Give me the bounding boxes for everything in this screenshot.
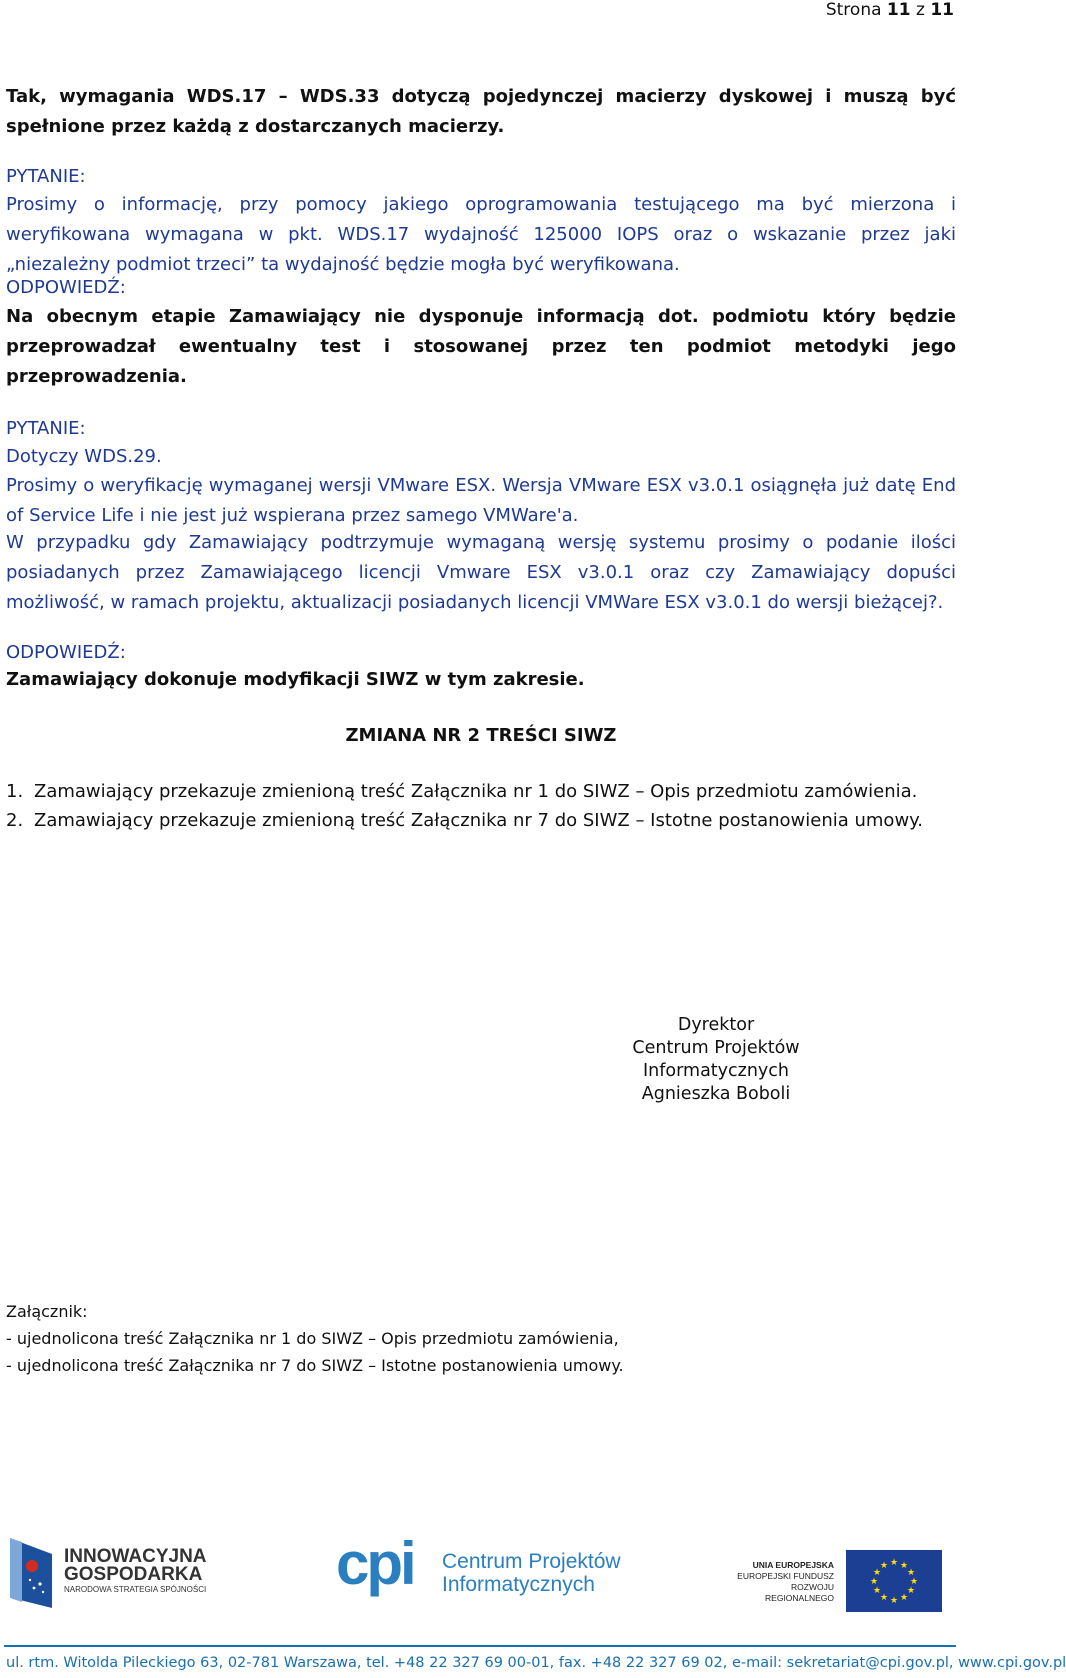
logo-text: INNOWACYJNA xyxy=(64,1546,207,1567)
list-item-number: 1. xyxy=(6,781,24,802)
logo-text: GOSPODARKA xyxy=(64,1564,203,1585)
logo-bar xyxy=(0,1530,960,1635)
logo-text: EUROPEJSKI FUNDUSZ xyxy=(737,1571,834,1581)
svg-text:★: ★ xyxy=(899,1593,909,1603)
page-sep: z xyxy=(910,0,931,20)
eu-logo-text xyxy=(724,1560,834,1604)
list-item-number: 2. xyxy=(6,810,24,831)
logo-text: NARODOWA STRATEGIA SPÓJNOŚCI xyxy=(64,1585,207,1594)
section-title: ZMIANA NR 2 TREŚCI SIWZ xyxy=(345,725,617,746)
list-item-text: Zamawiający przekazuje zmienioną treść Załącznika nr 7 do SIWZ – Istotne postanowienia umowy. xyxy=(34,810,923,831)
svg-text:★: ★ xyxy=(889,1558,899,1568)
question-label: PYTANIE: xyxy=(6,418,86,439)
intro-paragraph: Tak, wymagania WDS.17 – WDS.33 dotyczą pojedynczej macierzy dyskowej i muszą być spełnione przez każdą z dostarczanych macierzy. xyxy=(6,86,956,137)
svg-text:★: ★ xyxy=(889,1596,899,1606)
answer-text: Zamawiający dokonuje modyfikacji SIWZ w tym zakresie. xyxy=(6,669,585,690)
signature-org: Informatycznych xyxy=(643,1061,789,1081)
question-text: Prosimy o weryfikację wymaganej wersji VMware ESX. Wersja VMware ESX v3.0.1 osiągnęła już datę End of Service Life i nie jest już wspierana przez samego VMWare'a. xyxy=(6,475,956,526)
footer-divider xyxy=(4,1645,956,1647)
answer-label: ODPOWIEDŹ: xyxy=(6,642,126,663)
svg-text:★: ★ xyxy=(906,1568,916,1578)
list-item-text: Zamawiający przekazuje zmienioną treść Załącznika nr 1 do SIWZ – Opis przedmiotu zamówienia. xyxy=(34,781,918,802)
svg-text:★: ★ xyxy=(872,1586,882,1596)
signature-block xyxy=(626,1014,806,1106)
cpi-logo-mark: cpi xyxy=(336,1530,414,1597)
question-text: Prosimy o informację, przy pomocy jakiego oprogramowania testującego ma być mierzona i weryfikowana wymagana w pkt. WDS.17 wydajność 125000 IOPS oraz o wskazanie przez jaki „niezależny podmiot trzeci” ta wydajność będzie mogła być weryfikowana. xyxy=(6,194,956,275)
question-subject: Dotyczy WDS.29. xyxy=(6,446,162,467)
attachment-item: - ujednolicona treść Załącznika nr 1 do SIWZ – Opis przedmiotu zamówienia, xyxy=(6,1329,619,1348)
current-page: 11 xyxy=(886,0,911,20)
logo-text: ROZWOJU REGIONALNEGO xyxy=(765,1582,834,1603)
page-label: Strona xyxy=(825,0,887,20)
innowacyjna-gospodarka-logo-icon xyxy=(10,1536,52,1608)
footer-address: ul. rtm. Witolda Pileckiego 63, 02-781 Warszawa, tel. +48 22 327 69 00-01, fax. +48 22 327 69 02, e-mail: sekretariat@cpi.gov.pl, www.cpi.gov.pl xyxy=(6,1655,1066,1671)
list-item xyxy=(6,777,956,807)
change-list xyxy=(6,777,956,836)
cpi-logo xyxy=(442,1550,621,1596)
attachments xyxy=(6,1298,624,1379)
signature-org: Centrum Projektów xyxy=(632,1038,800,1058)
attachments-label: Załącznik: xyxy=(6,1302,88,1321)
question-label: PYTANIE: xyxy=(6,166,86,187)
logo-text: UNIA EUROPEJSKA xyxy=(752,1560,834,1570)
list-item xyxy=(6,806,956,836)
attachment-item: - ujednolicona treść Załącznika nr 7 do SIWZ – Istotne postanowienia umowy. xyxy=(6,1356,624,1375)
logo-text: Centrum Projektów xyxy=(442,1550,621,1573)
innowacyjna-gospodarka-logo xyxy=(64,1548,207,1596)
signature-name: Agnieszka Boboli xyxy=(641,1084,791,1104)
svg-text:★: ★ xyxy=(909,1577,919,1587)
page-number xyxy=(826,0,954,20)
logo-text: Informatycznych xyxy=(442,1573,595,1596)
svg-text:★: ★ xyxy=(879,1561,889,1571)
signature-title: Dyrektor xyxy=(677,1015,755,1035)
svg-text:★: ★ xyxy=(869,1577,879,1587)
answer-label: ODPOWIEDŹ: xyxy=(6,277,126,298)
question-text: W przypadku gdy Zamawiający podtrzymuje wymaganą wersję systemu prosimy o podanie ilości posiadanych przez Zamawiającego licencji Vmware ESX v3.0.1 oraz czy Zamawiający dopuści możliwość, w ramach projektu, aktualizacji posiadanych licencji VMWare ESX v3.0.1 do wersji bieżącej?. xyxy=(6,532,956,613)
eu-flag-icon xyxy=(846,1550,942,1612)
answer-text: Na obecnym etapie Zamawiający nie dysponuje informacją dot. podmiotu który będzie przeprowadzał ewentualny test i stosowanej przez ten podmiot metodyki jego przeprowadzenia. xyxy=(6,306,956,387)
total-pages: 11 xyxy=(930,0,954,20)
svg-text:★: ★ xyxy=(899,1561,909,1571)
svg-text:★: ★ xyxy=(872,1568,882,1578)
svg-text:★: ★ xyxy=(879,1593,889,1603)
svg-text:★: ★ xyxy=(906,1586,916,1596)
